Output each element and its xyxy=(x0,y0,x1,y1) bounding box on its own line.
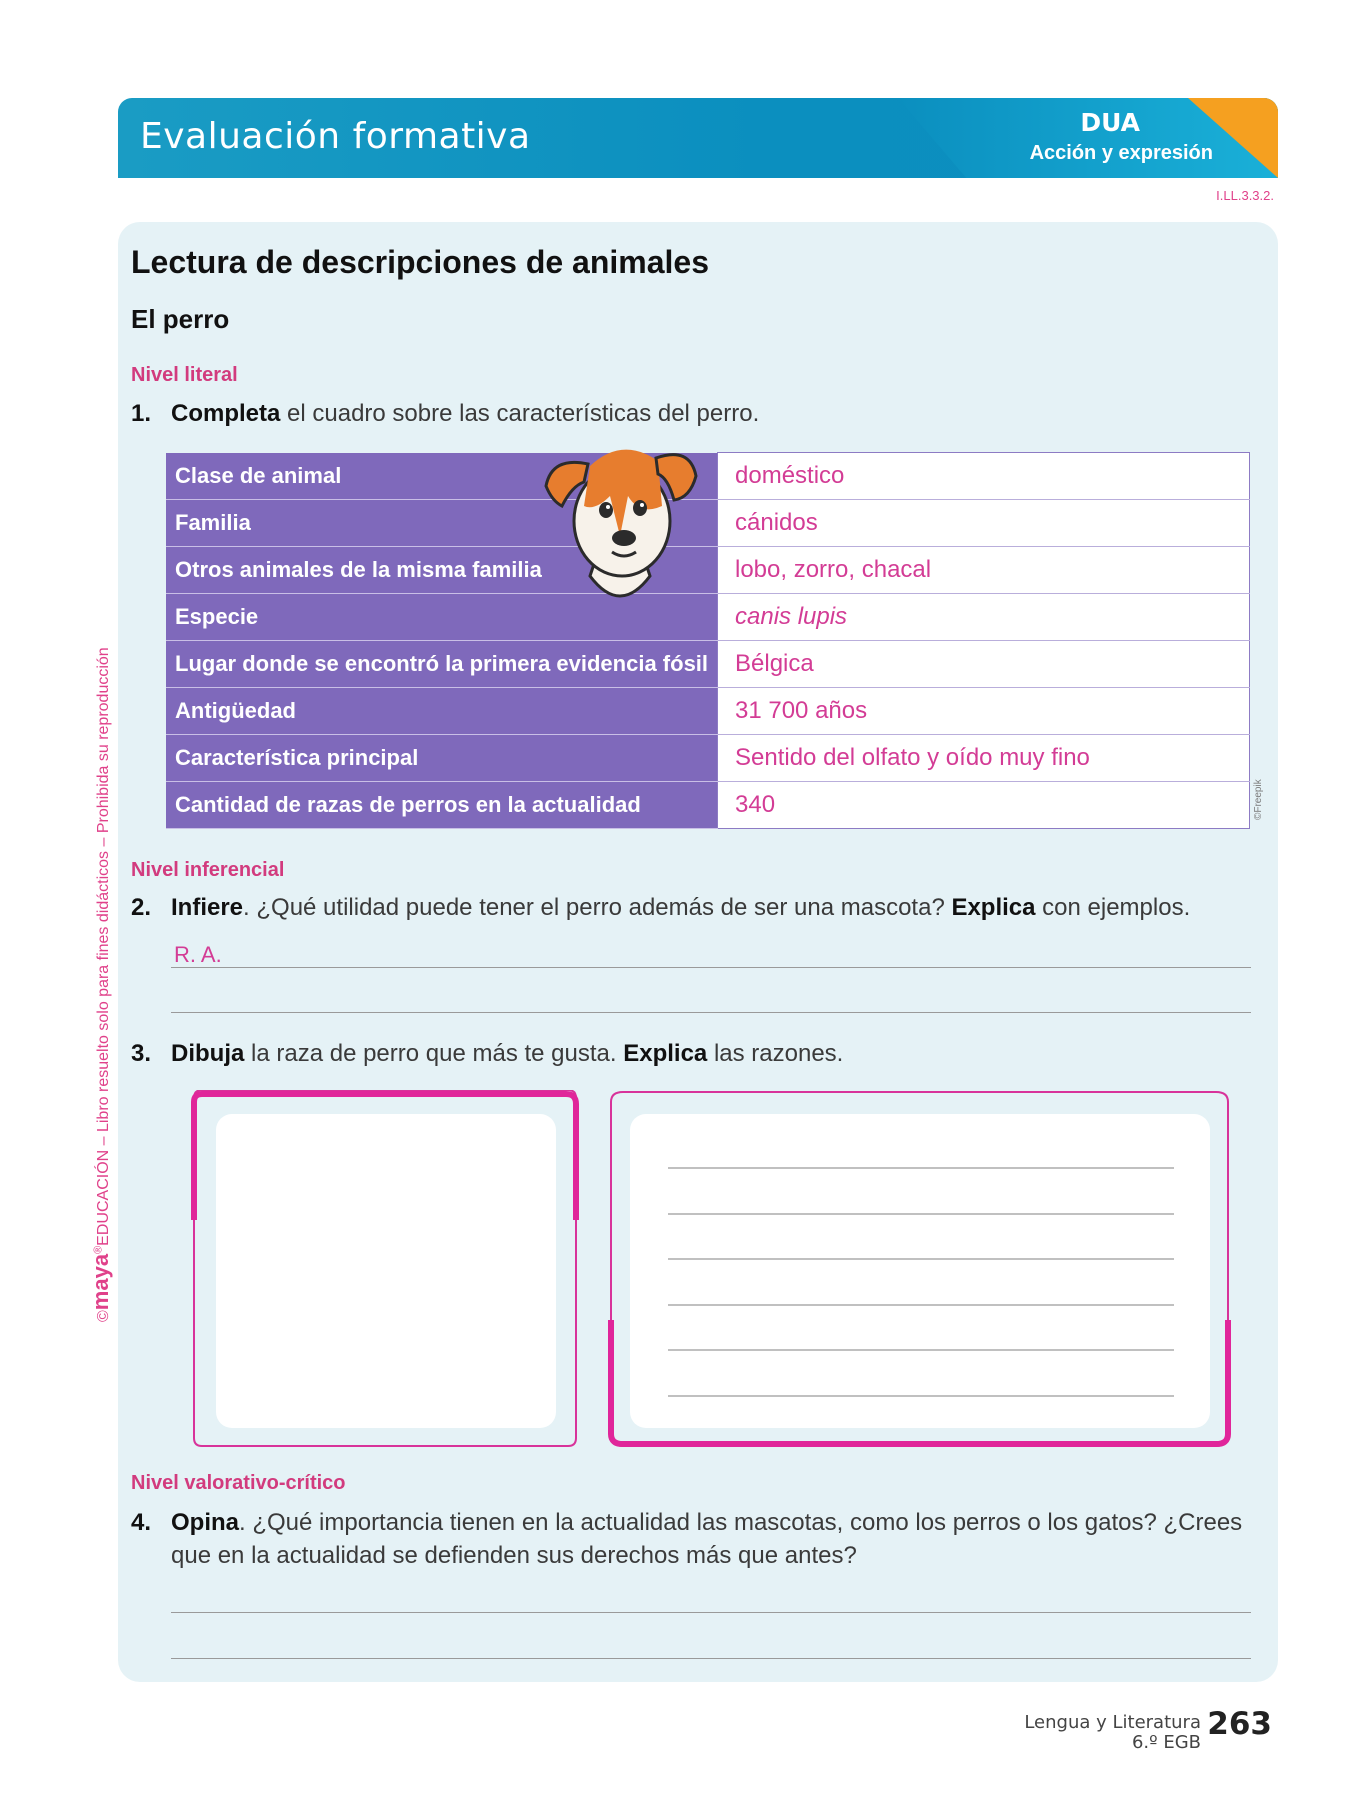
footer-subject xyxy=(1024,1713,1201,1753)
question-verb: Opina xyxy=(171,1509,240,1536)
drawing-area[interactable] xyxy=(216,1114,556,1428)
table-row xyxy=(166,641,1250,688)
row-value[interactable]: Bélgica xyxy=(718,641,1250,688)
table-row xyxy=(166,500,1250,547)
row-label: Antigüedad xyxy=(166,688,718,735)
activity-title: Lectura de descripciones de animales xyxy=(131,244,710,280)
copyright-text: EDUCACIÓN – Libro resuelto solo para fines didácticos – Prohibida su reproducción xyxy=(95,647,112,1246)
row-label: Otros animales de la misma familia xyxy=(166,547,718,594)
row-label: Especie xyxy=(166,594,718,641)
section-literal: Nivel literal xyxy=(131,364,238,386)
dua-title: DUA xyxy=(1080,108,1140,137)
question-text: el cuadro sobre las características del perro. xyxy=(280,400,760,427)
table-row xyxy=(166,594,1250,641)
page-header-title: Evaluación formativa xyxy=(140,116,531,157)
question-number: 1. xyxy=(131,400,152,427)
row-value[interactable]: 340 xyxy=(718,782,1250,829)
header-banner xyxy=(118,98,1278,178)
table-row xyxy=(166,547,1250,594)
question-verb: Dibuja xyxy=(171,1040,245,1067)
footer-grade: 6.º EGB xyxy=(1131,1732,1201,1753)
answer-text: R. A. xyxy=(174,942,222,967)
row-value[interactable]: doméstico xyxy=(718,453,1250,500)
table-row xyxy=(166,453,1250,500)
drawing-frames xyxy=(186,1090,1236,1450)
section-inferencial: Nivel inferencial xyxy=(131,859,285,881)
question-verb: Completa xyxy=(171,400,281,427)
dog-illustration xyxy=(540,426,700,616)
activity-subtitle: El perro xyxy=(131,304,230,334)
row-label: Familia xyxy=(166,500,718,547)
image-credit: ©Freepik xyxy=(1253,779,1264,820)
question-text-2: las razones. xyxy=(707,1040,844,1067)
question-text-2: con ejemplos. xyxy=(1035,894,1191,921)
question-3 xyxy=(131,1037,1251,1070)
question-4 xyxy=(131,1506,1277,1572)
row-value[interactable]: cánidos xyxy=(718,500,1250,547)
table-row xyxy=(166,735,1250,782)
brand-logo: maya xyxy=(88,1253,113,1311)
page-number: 263 xyxy=(1207,1706,1272,1742)
registered-symbol: ® xyxy=(92,1245,105,1254)
characteristics-table xyxy=(166,452,1250,829)
question-verb-2: Explica xyxy=(951,894,1036,921)
question-2 xyxy=(131,891,1251,924)
row-value[interactable]: Sentido del olfato y oído muy fino xyxy=(718,735,1250,782)
question-number: 3. xyxy=(131,1040,152,1067)
question-verb: Infiere xyxy=(171,894,244,921)
row-label: Cantidad de razas de perros en la actualidad xyxy=(166,782,718,829)
answer-line[interactable] xyxy=(171,1612,1251,1613)
question-verb-2: Explica xyxy=(623,1040,708,1067)
row-label: Clase de animal xyxy=(166,453,718,500)
skill-code: I.LL.3.3.2. xyxy=(1216,188,1274,203)
row-value[interactable]: lobo, zorro, chacal xyxy=(718,547,1250,594)
answer-line[interactable] xyxy=(171,967,1251,968)
table-row xyxy=(166,782,1250,829)
question-number: 4. xyxy=(131,1509,152,1536)
question-text: . ¿Qué importancia tienen en la actualidad las mascotas, como los perros o los gatos? ¿Crees que en la actualidad se defienden sus derechos más que antes? xyxy=(171,1509,1243,1569)
side-copyright xyxy=(88,647,114,1322)
copyright-symbol: © xyxy=(95,1310,112,1322)
section-valorativo: Nivel valorativo-crítico xyxy=(131,1472,346,1494)
question-text: . ¿Qué utilidad puede tener el perro además de ser una mascota? xyxy=(243,894,952,921)
answer-line[interactable] xyxy=(171,1012,1251,1013)
dua-subtitle: Acción y expresión xyxy=(1029,142,1213,164)
row-label: Característica principal xyxy=(166,735,718,782)
question-text: la raza de perro que más te gusta. xyxy=(244,1040,624,1067)
table-row xyxy=(166,688,1250,735)
row-value[interactable]: 31 700 años xyxy=(718,688,1250,735)
question-number: 2. xyxy=(131,894,152,921)
footer-subject-name: Lengua y Literatura xyxy=(1024,1712,1201,1733)
row-value[interactable]: canis lupis xyxy=(718,594,1250,641)
row-label: Lugar donde se encontró la primera evidencia fósil xyxy=(166,641,718,688)
answer-line[interactable] xyxy=(171,1658,1251,1659)
